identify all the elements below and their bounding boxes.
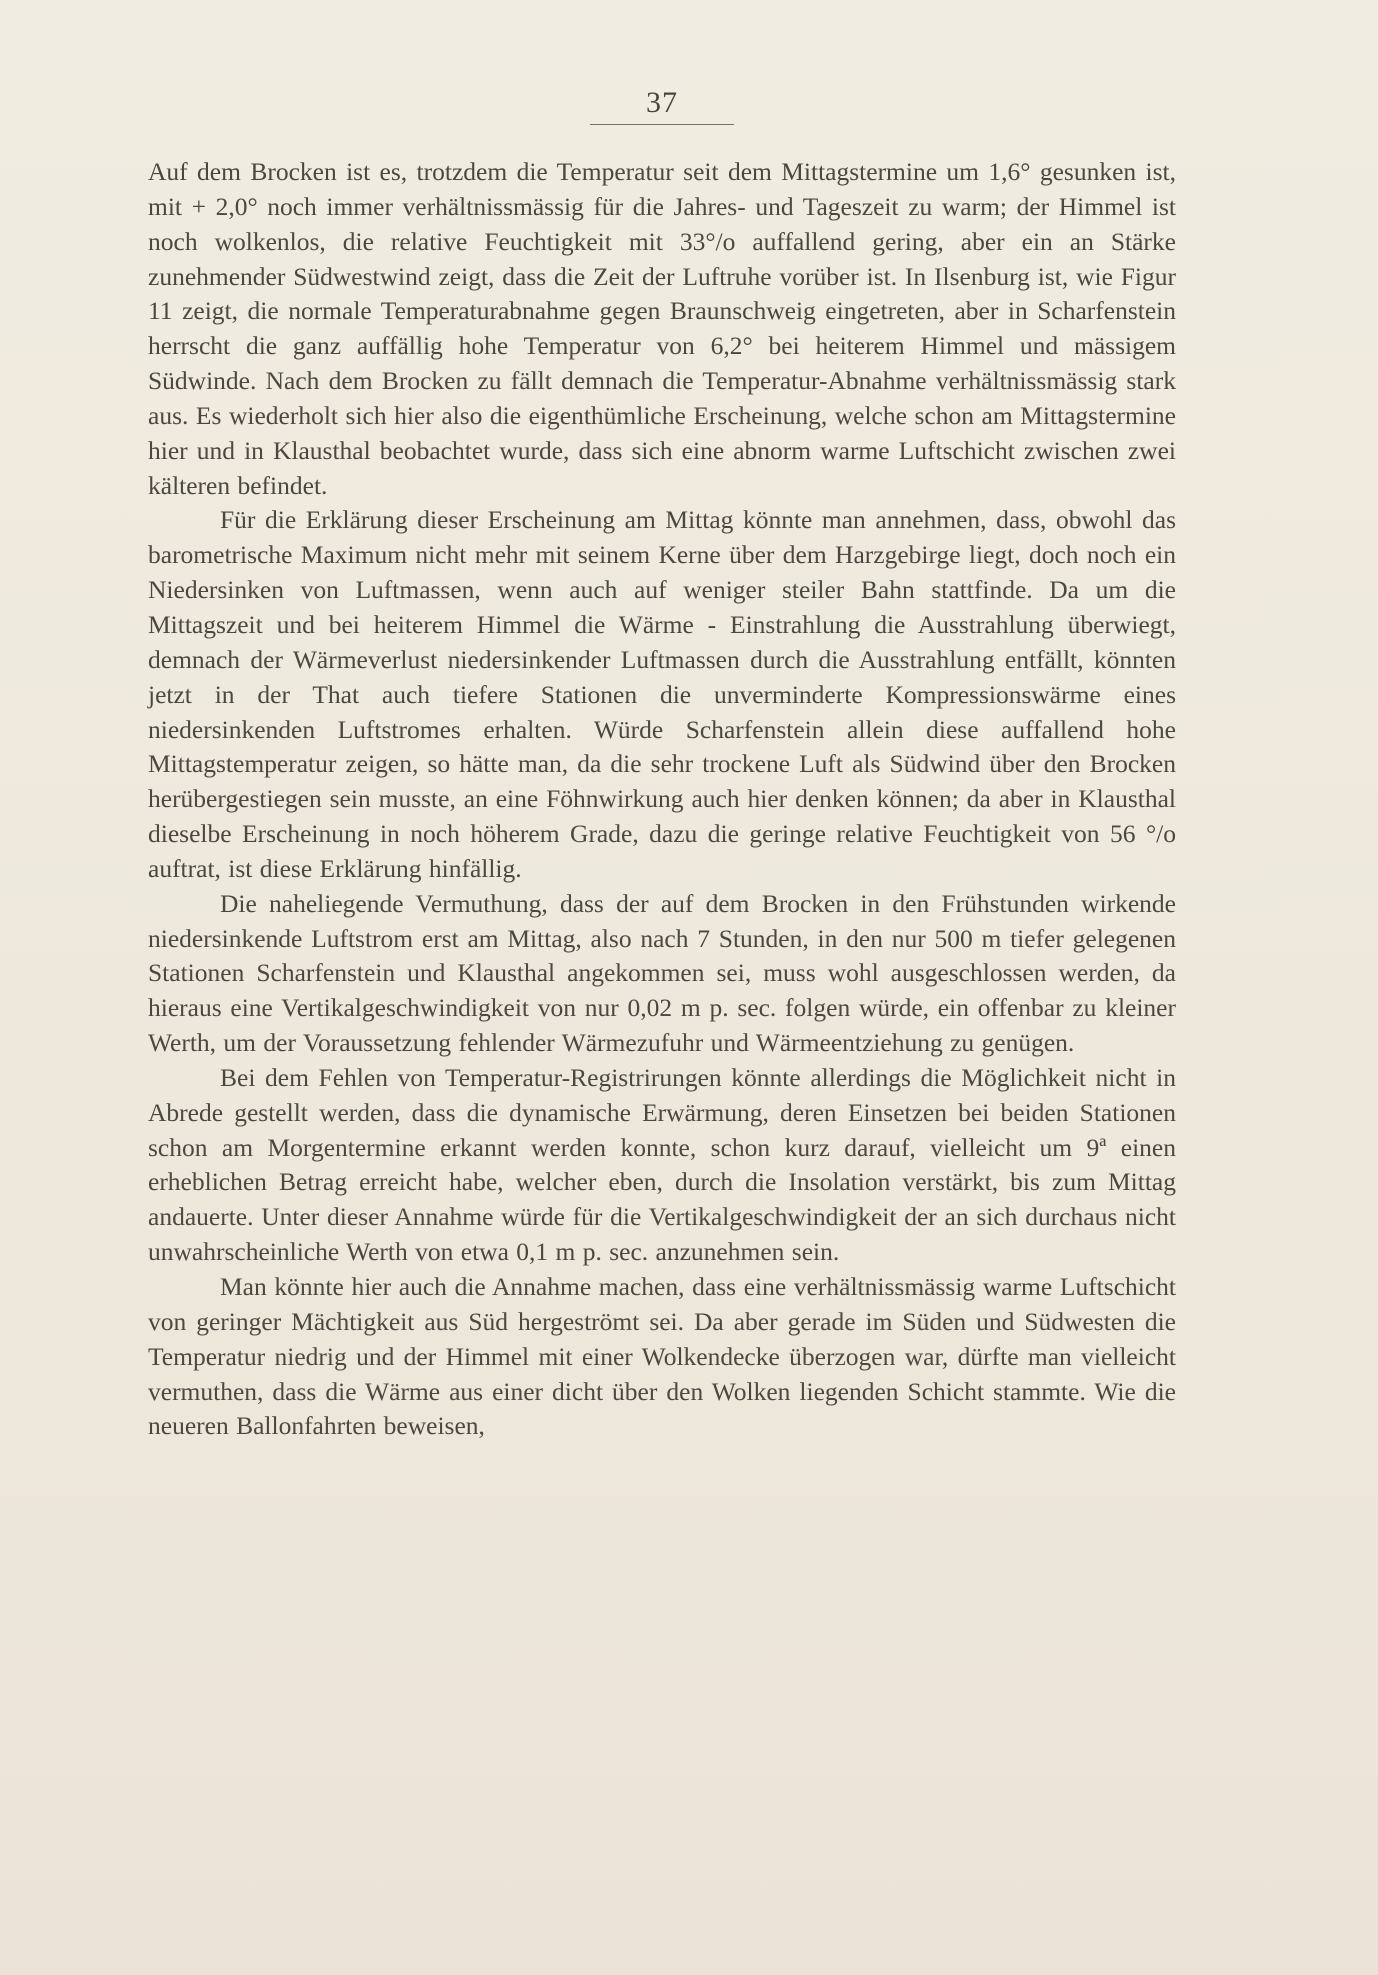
paragraph: Die naheliegende Vermuthung, dass der auf dem Brocken in den Frühstunden wirkende niedersinkende Luftstrom erst am Mittag, also nach 7 Stunden, in den nur 500 m tiefer gelegenen Stationen Scharfenstein und Klausthal angekommen sei, muss wohl ausgeschlossen werden, da hieraus eine Vertikalgeschwindigkeit von nur 0,02 m p. sec. folgen würde, ein offenbar zu kleiner Werth, um der Voraussetzung fehlender Wärmezufuhr und Wärmeentziehung zu genügen. xyxy=(148,888,1176,1058)
page-number-rule xyxy=(590,124,734,125)
paragraph: Man könnte hier auch die Annahme machen, dass eine verhältnissmässig warme Luftschicht von geringer Mächtigkeit aus Süd hergeströmt sei. Da aber gerade im Süden und Südwesten die Temperatur niedrig und der Himmel mit einer Wolkendecke überzogen war, dürfte man vielleicht vermuthen, dass die Wärme aus einer dicht über den Wolken liegenden Schicht stammte. Wie die neueren Ballonfahrten beweisen, xyxy=(148,1272,1176,1441)
paragraph: Bei dem Fehlen von Temperatur-Registrirungen könnte allerdings die Möglichkeit nicht in Abrede gestellt werden, dass die dynamische Erwärmung, deren Einsetzen bei beiden Stationen schon am Morgentermine erkannt werden konnte, schon kurz darauf, vielleicht um 9ª einen erheblichen Betrag erreicht habe, welcher eben, durch die Insolation verstärkt, bis zum Mittag andauerte. Unter dieser Annahme würde für die Vertikalgeschwindigkeit der an sich durchaus nicht unwahrscheinliche Werth von etwa 0,1 m p. sec. anzunehmen sein. xyxy=(148,1062,1176,1267)
paragraph: Für die Erklärung dieser Erscheinung am Mittag könnte man annehmen, dass, obwohl das barometrische Maximum nicht mehr mit seinem Kerne über dem Harzgebirge liegt, doch noch ein Niedersinken von Luftmassen, wenn auch auf weniger steiler Bahn stattfinde. Da um die Mittagszeit und bei heiterem Himmel die Wärme - Einstrahlung die Ausstrahlung überwiegt, demnach der Wärmeverlust niedersinkender Luftmassen durch die Ausstrahlung entfällt, könnten jetzt in der That auch tiefere Stationen die unverminderte Kompressionswärme eines niedersinkenden Luftstromes erhalten. Würde Scharfenstein allein diese auffallend hohe Mittagstemperatur zeigen, so hätte man, da die sehr trockene Luft als Südwind über den Brocken herübergestiegen sein musste, an eine Föhnwirkung auch hier denken können; da aber in Klausthal dieselbe Erscheinung in noch höherem Grade, dazu die geringe relative Feuchtigkeit von 56 °/o auftrat, ist diese Erklärung hinfällig. xyxy=(148,505,1176,883)
page-number: 37 xyxy=(646,86,678,119)
paragraph: Auf dem Brocken ist es, trotzdem die Temperatur seit dem Mittagstermine um 1,6° gesunken ist, mit + 2,0° noch immer verhältnissmässig für die Jahres- und Tageszeit zu warm; der Himmel ist noch wolkenlos, die relative Feuchtigkeit mit 33°/o auffallend gering, aber ein an Stärke zunehmender Südwestwind zeigt, dass die Zeit der Luftruhe vorüber ist. In Ilsenburg ist, wie Figur 11 zeigt, die normale Temperaturabnahme gegen Braunschweig eingetreten, aber in Scharfenstein herrscht die ganz auffällig hohe Temperatur von 6,2° bei heiterem Himmel und mässigem Südwinde. Nach dem Brocken zu fällt demnach die Temperatur-Abnahme verhältnissmässig stark aus. Es wiederholt sich hier also die eigenthümliche Erscheinung, welche schon am Mittagstermine hier und in Klausthal beobachtet wurde, dass sich eine abnorm warme Luftschicht zwischen zwei kälteren befindet. xyxy=(148,157,1176,500)
body-text xyxy=(148,155,1176,1444)
